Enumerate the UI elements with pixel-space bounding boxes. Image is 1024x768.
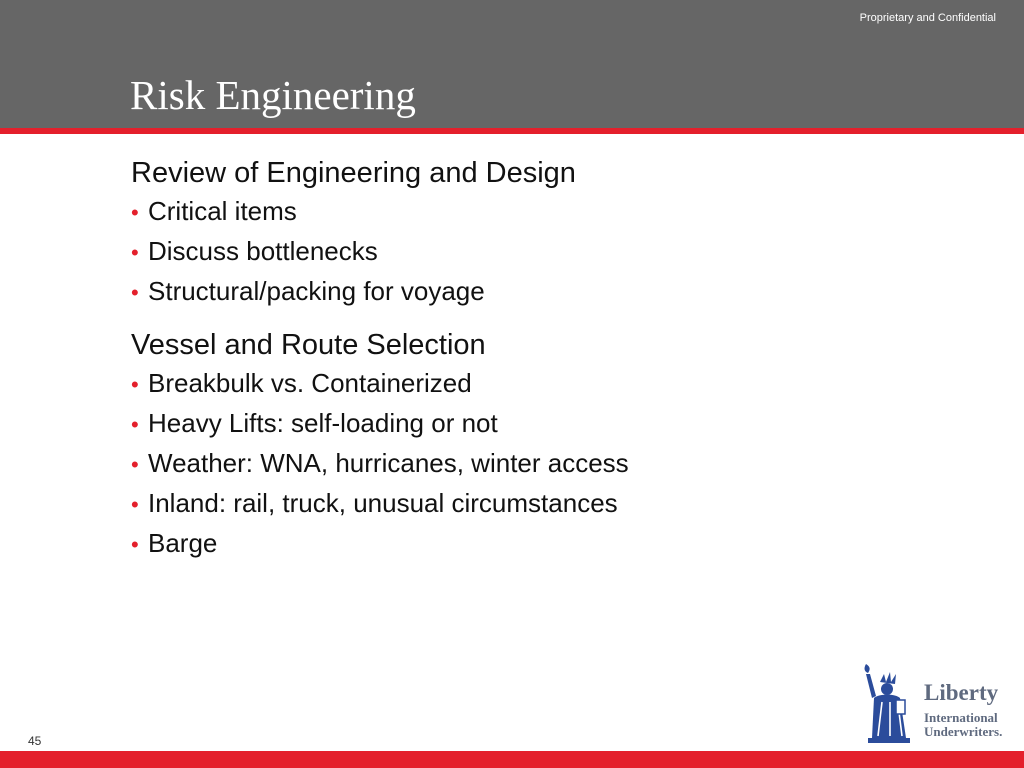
logo-subtitle-line2: Underwriters. (924, 724, 1003, 739)
bullet-text: Breakbulk vs. Containerized (148, 368, 472, 398)
bullet-icon: • (131, 280, 139, 305)
footer-bar (0, 751, 1024, 768)
bullet-text: Weather: WNA, hurricanes, winter access (148, 448, 629, 478)
bullet-item (131, 404, 831, 444)
confidential-label: Proprietary and Confidential (859, 12, 996, 24)
bullet-icon: • (131, 200, 139, 225)
bullet-icon: • (131, 532, 139, 557)
bullet-item (131, 192, 831, 232)
bullet-list (131, 364, 831, 564)
bullet-item (131, 272, 831, 312)
section-engineering-design (131, 154, 831, 312)
bullet-item (131, 484, 831, 524)
bullet-text: Critical items (148, 196, 297, 226)
slide-content (131, 154, 831, 578)
page-number: 45 (28, 734, 42, 748)
bullet-list (131, 192, 831, 312)
bullet-text: Heavy Lifts: self-loading or not (148, 408, 498, 438)
section-heading: Review of Engineering and Design (131, 157, 576, 189)
section-heading: Vessel and Route Selection (131, 329, 486, 361)
bullet-item (131, 444, 831, 484)
bullet-text: Structural/packing for voyage (148, 276, 485, 306)
header-divider (0, 128, 1024, 134)
logo-subtitle-line1: International (924, 710, 998, 725)
statue-of-liberty-icon (860, 660, 916, 744)
bullet-item (131, 232, 831, 272)
bullet-text: Discuss bottlenecks (148, 236, 378, 266)
bullet-icon: • (131, 492, 139, 517)
bullet-item (131, 364, 831, 404)
bullet-icon: • (131, 240, 139, 265)
bullet-text: Barge (148, 528, 218, 558)
bullet-text: Inland: rail, truck, unusual circumstances (148, 488, 618, 518)
bullet-item (131, 524, 831, 564)
logo-name: Liberty (924, 680, 999, 705)
section-vessel-route (131, 326, 831, 564)
bullet-icon: • (131, 412, 139, 437)
bullet-icon: • (131, 372, 139, 397)
bullet-icon: • (131, 452, 139, 477)
liberty-logo (860, 660, 1010, 744)
header-bar (0, 0, 1024, 128)
slide-title: Risk Engineering (130, 72, 416, 118)
